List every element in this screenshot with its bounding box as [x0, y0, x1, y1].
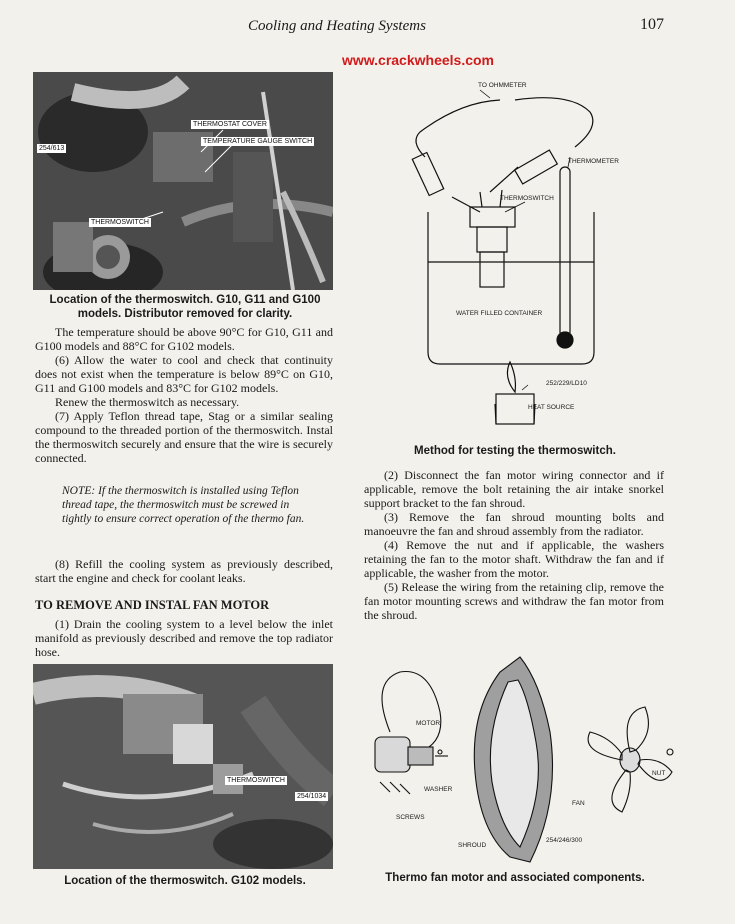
- diagram1-caption: Method for testing the thermoswitch.: [414, 445, 616, 457]
- label-thermoswitch: THERMOSWITCH: [500, 195, 554, 202]
- paragraph: (2) Disconnect the fan motor wiring connector and if applicable, remove the bolt retaining the air intake snorkel support bracket to the fan shroud.: [364, 468, 664, 510]
- paragraph: (6) Allow the water to cool and check that continuity does not exist when the temperature is below 89°C on G10, G11 and G100 models and 83°C for G102 models.: [35, 353, 333, 395]
- photo1-caption-line2: models. Distributor removed for clarity.: [77, 308, 293, 320]
- engine-photo-g10: [33, 72, 333, 290]
- diagram-ref-number: 252/229/LD10: [546, 380, 587, 387]
- diagram2-caption: Thermo fan motor and associated components.: [385, 872, 645, 884]
- label-screws: SCREWS: [396, 814, 425, 821]
- photo1-caption-line1: Location of the thermoswitch. G10, G11 and G100: [49, 294, 321, 306]
- engine-photo-g10-art: [33, 72, 333, 290]
- label-ohmmeter: TO OHMMETER: [478, 82, 527, 89]
- label-motor: MOTOR: [416, 720, 441, 727]
- section-heading: TO REMOVE AND INSTAL FAN MOTOR: [35, 598, 270, 612]
- label-water-container: WATER FILLED CONTAINER: [456, 310, 543, 317]
- page-number: 107: [640, 16, 664, 33]
- label-thermoswitch: THERMOSWITCH: [227, 777, 285, 784]
- photo-ref-number: 254/613: [39, 145, 65, 152]
- label-shroud: SHROUD: [458, 842, 487, 849]
- note-text: NOTE: If the thermoswitch is installed using Teflon thread tape, the thermoswitch must be screwed in tightly to ensure correct operation of the thermo fan.: [62, 485, 305, 525]
- thermoswitch-test-art: [400, 72, 670, 427]
- label-nut: NUT: [652, 770, 666, 777]
- engine-photo-g102: [33, 664, 333, 869]
- paragraph: (5) Release the wiring from the retaining clip, remove the fan motor mounting screws and withdraw the fan motor from the shroud.: [364, 580, 664, 622]
- paragraph: (7) Apply Teflon thread tape, Stag or a similar sealing compound to the threaded portion of the thermoswitch. Instal the thermoswitch securely and ensure that the wire is securely connected.: [35, 409, 333, 465]
- paragraph: (4) Remove the nut and if applicable, the washers retaining the fan to the motor shaft. Withdraw the fan and if applicable, the washer from the motor.: [364, 538, 664, 580]
- photo-ref-number: 254/1034: [297, 793, 327, 800]
- photo1-caption: [30, 293, 340, 321]
- label-thermometer: THERMOMETER: [568, 158, 619, 165]
- label-thermoswitch: THERMOSWITCH: [91, 219, 149, 226]
- fan-components-art: [360, 652, 680, 867]
- diagram-ref-number: 254/246/300: [546, 837, 583, 844]
- right-column-text: [364, 468, 664, 622]
- paragraph: (3) Remove the fan shroud mounting bolts and manoeuvre the fan and shroud assembly from the radiator.: [364, 510, 664, 538]
- label-temperature-gauge-switch: TEMPERATURE GAUGE SWITCH: [203, 138, 313, 145]
- fan-components-diagram: [360, 652, 680, 867]
- paragraph: Renew the thermoswitch as necessary.: [55, 395, 240, 409]
- thermoswitch-test-diagram: [400, 72, 670, 427]
- label-thermostat-cover: THERMOSTAT COVER: [193, 121, 267, 128]
- photo2-caption: Location of the thermoswitch. G102 models.: [64, 875, 306, 887]
- running-header: Cooling and Heating Systems: [248, 18, 426, 34]
- label-washer: WASHER: [424, 786, 453, 793]
- paragraph: The temperature should be above 90°C for G10, G11 and G100 models and 88°C for G102 models.: [35, 325, 333, 353]
- paragraph: (1) Drain the cooling system to a level below the inlet manifold as previously described and remove the top radiator hose.: [35, 617, 333, 659]
- left-column-text: [35, 325, 333, 465]
- watermark-url: www.crackwheels.com: [342, 52, 494, 68]
- label-heat-source: HEAT SOURCE: [528, 404, 575, 411]
- label-fan: FAN: [572, 800, 585, 807]
- engine-photo-g102-art: [33, 664, 333, 869]
- paragraph: (8) Refill the cooling system as previously described, start the engine and check for coolant leaks.: [35, 557, 333, 585]
